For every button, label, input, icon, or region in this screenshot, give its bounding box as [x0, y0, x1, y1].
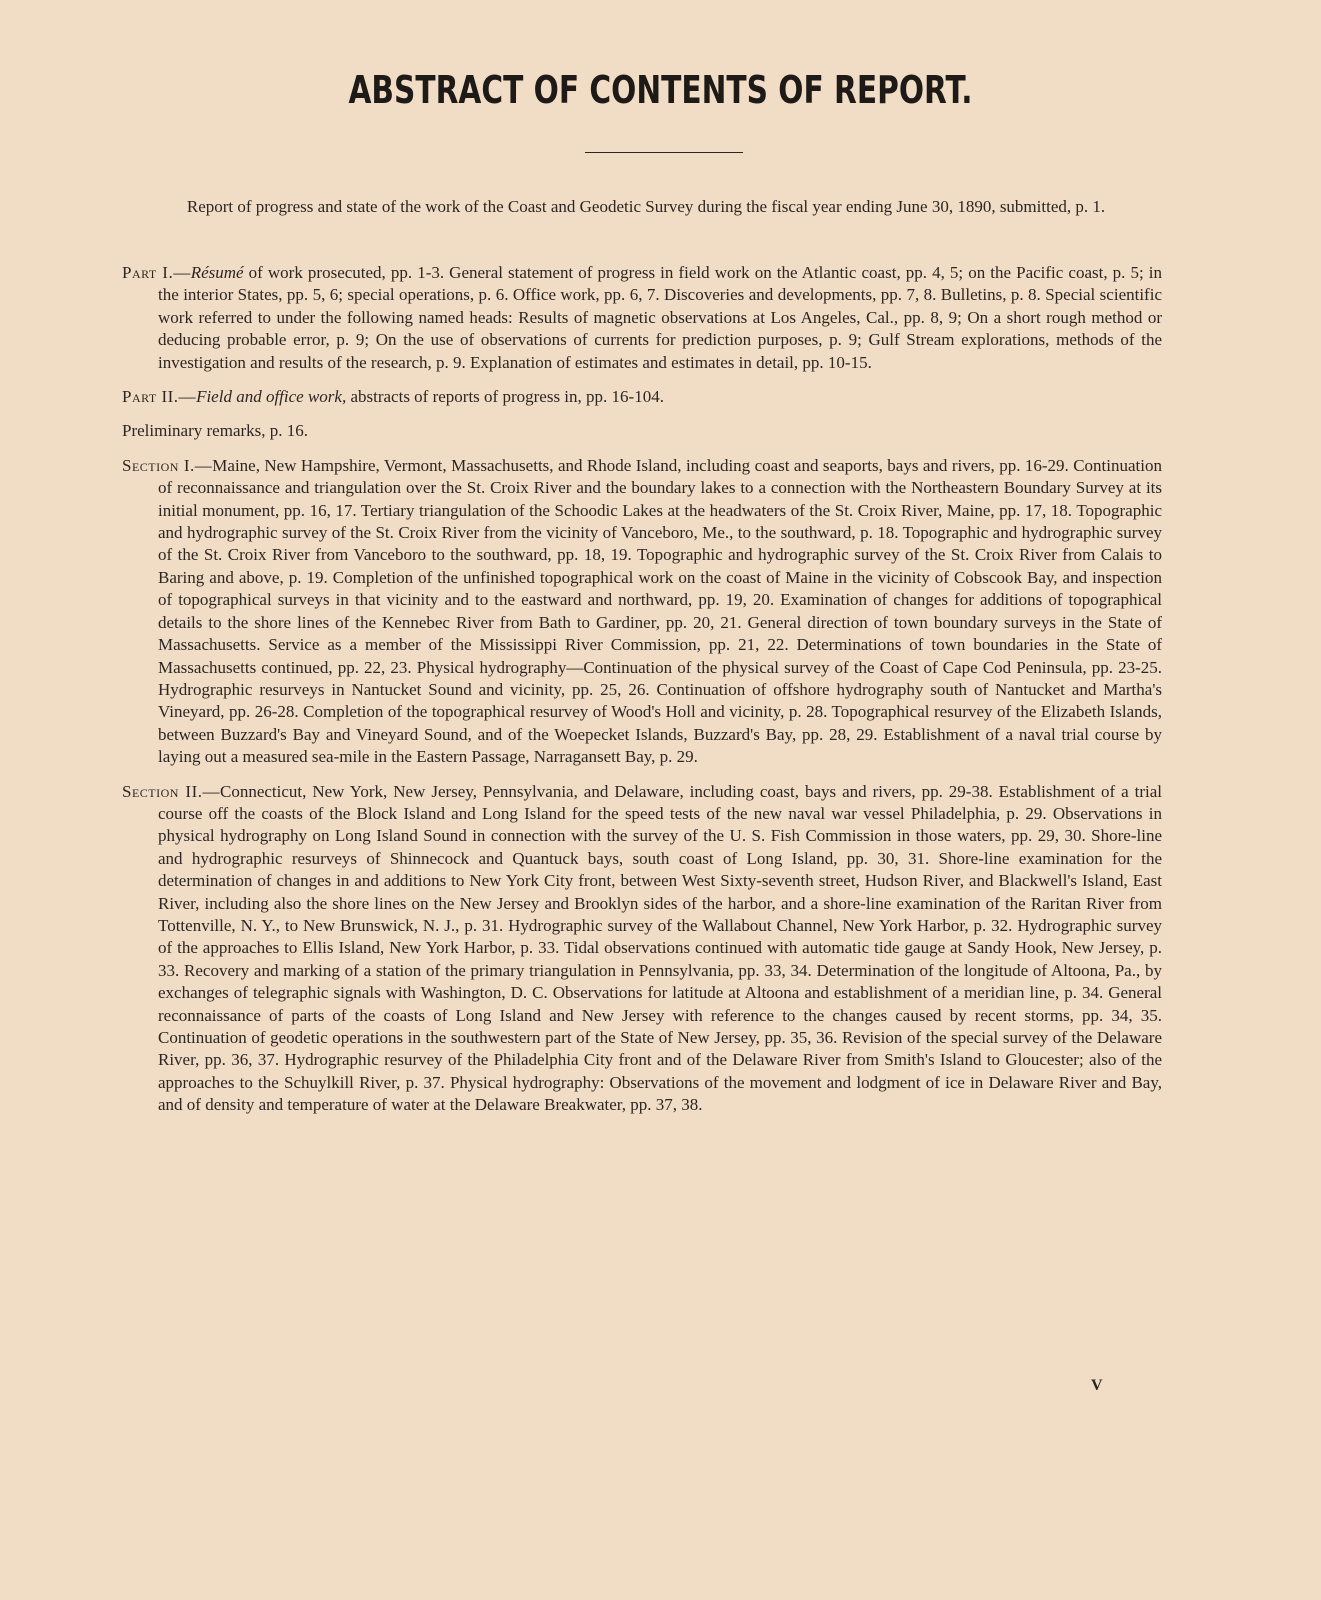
title-divider — [585, 152, 743, 153]
section-2-entry — [122, 781, 1162, 1117]
part-2-label: Part II.— — [122, 387, 197, 407]
preliminary-remarks: Preliminary remarks, p. 16. — [122, 421, 309, 441]
part-2-text: abstracts of reports of progress in, pp. 16-104. — [346, 387, 664, 407]
section-2-label: Section II.— — [122, 781, 220, 801]
page-title: ABSTRACT OF CONTENTS OF REPORT. — [348, 68, 973, 112]
intro-paragraph: Report of progress and state of the work of the Coast and Geodetic Survey during the fiscal year ending June 30, 1890, submitted, p. 1. — [186, 197, 1106, 216]
part-2-heading: Field and office work, — [196, 387, 347, 407]
part-1-label: Part I.— — [122, 263, 191, 282]
section-1-text: Maine, New Hampshire, Vermont, Massachusetts, and Rhode Island, including coast and seaports, bays and rivers, pp. 16-29. Continuation of reconnaissance and triangulation over the St. Croix River and the boundary lakes to a connection with the Northeastern Boundary Survey at its initial monument, pp. 16, 17. Tertiary triangulation of the Schoodic Lakes at the headwaters of the St. Croix River, Maine, pp. 17, 18. Topographic and hydrographic survey of the St. Croix River from the vicinity of Vanceboro, Me., to the southward, p. 18. Topographic and hydrographic survey of the St. Croix River from Vanceboro to the southward, pp. 18, 19. Topographic and hydrographic survey of the St. Croix River from Calais to Baring and above, p. 19. Completion of the unfinished topographical work on the coast of Maine in the vicinity of Cobscook Bay, and inspection of topographical surveys in that vicinity and to the eastward and northward, pp. 19, 20. Examination of changes for additions of topographical details to the shore lines of the Kennebec River from Bath to Gardiner, pp. 20, 21. General direction of town boundary surveys in the State of Massachusetts. Service as a member of the Mississippi River Commission, pp. 21, 22. Determinations of town boundaries in the State of Massachusetts continued, pp. 22, 23. Physical hydrography—Continuation of the physical survey of the Coast of Cape Cod Peninsula, pp. 23-25. Hydrographic resurveys in Nantucket Sound and vicinity, pp. 25, 26. Continuation of offshore hydrography south of Nantucket and Martha's Vineyard, pp. 26-28. Completion of the topographical resurvey of Wood's Holl and vicinity, p. 28. Topographical resurvey of the Elizabeth Islands, between Buzzard's Bay and Vineyard Sound, and of the Woepecket Islands, Buzzard's Bay, pp. 28, 29. Establishment of a naval trial course by laying out a measured sea-mile in the Eastern Passage, Narragansett Bay, p. 29. — [158, 455, 1162, 767]
part-1-entry — [122, 262, 1162, 374]
part-1-text: of work prosecuted, pp. 1-3. General statement of progress in field work on the Atlantic coast, pp. 4, 5; on the Pacific coast, p. 5; in the interior States, pp. 5, 6; special operations, p. 6. Office work, pp. 6, 7. Discoveries and developments, pp. 7, 8. Bulletins, p. 8. Special scientific work referred to under the following named heads: Results of magnetic observations at Los Angeles, Cal., pp. 8, 9; On a short rough method or deducing probable error, p. 9; On the use of observations of currents for prediction purposes, p. 9; Gulf Stream explorations, methods of the investigation and results of the research, p. 9. Explanation of estimates and estimates in detail, pp. 10-15. — [158, 263, 1162, 372]
contents-body — [122, 262, 1162, 1129]
part-1-heading: Résumé — [190, 263, 244, 282]
page-number: V — [1091, 1377, 1103, 1394]
section-2-text: Connecticut, New York, New Jersey, Pennsylvania, and Delaware, including coast, bays and rivers, pp. 29-38. Establishment of a trial course off the coasts of the Block Island and Long Island for the speed tests of the new naval war vessel Philadelphia, p. 29. Observations in physical hydrography on Long Island Sound in connection with the survey of the U. S. Fish Commission in those waters, pp. 29, 30. Shore-line and hydrographic resurveys of Shinnecock and Quantuck bays, south coast of Long Island, pp. 30, 31. Shore-line examination for the determination of changes in and additions to New York City front, between West Sixty-seventh street, Hudson River, and Blackwell's Island, East River, including also the shore lines on the New Jersey and Brooklyn sides of the harbor, and a shore-line examination of the Raritan River from Tottenville, N. Y., to New Brunswick, N. J., p. 31. Hydrographic survey of the Wallabout Channel, New York Harbor, p. 32. Hydrographic survey of the approaches to Ellis Island, New York Harbor, p. 33. Tidal observations continued with automatic tide gauge at Sandy Hook, New Jersey, p. 33. Recovery and marking of a station of the primary triangulation in Pennsylvania, pp. 33, 34. Determination of the longitude of Altoona, Pa., by exchanges of telegraphic signals with Washington, D. C. Observations for latitude at Altoona and establishment of a meridian line, p. 34. General reconnaissance of parts of the coasts of Long Island and New Jersey with reference to the changes caused by recent storms, pp. 34, 35. Continuation of geodetic operations in the southwestern part of the State of New Jersey, pp. 35, 36. Revision of the special survey of the Delaware River, pp. 36, 37. Hydrographic resurvey of the Philadelphia City front and of the Delaware River from Smith's Island to Gloucester; also of the approaches to the Schuylkill River, p. 37. Physical hydrography: Observations of the movement and lodgment of ice in Delaware River and Bay, and of density and temperature of water at the Delaware Breakwater, pp. 37, 38. — [158, 781, 1162, 1115]
part-2-entry — [122, 386, 1162, 408]
section-1-label: Section I.— — [122, 455, 213, 475]
section-1-entry — [122, 455, 1162, 769]
